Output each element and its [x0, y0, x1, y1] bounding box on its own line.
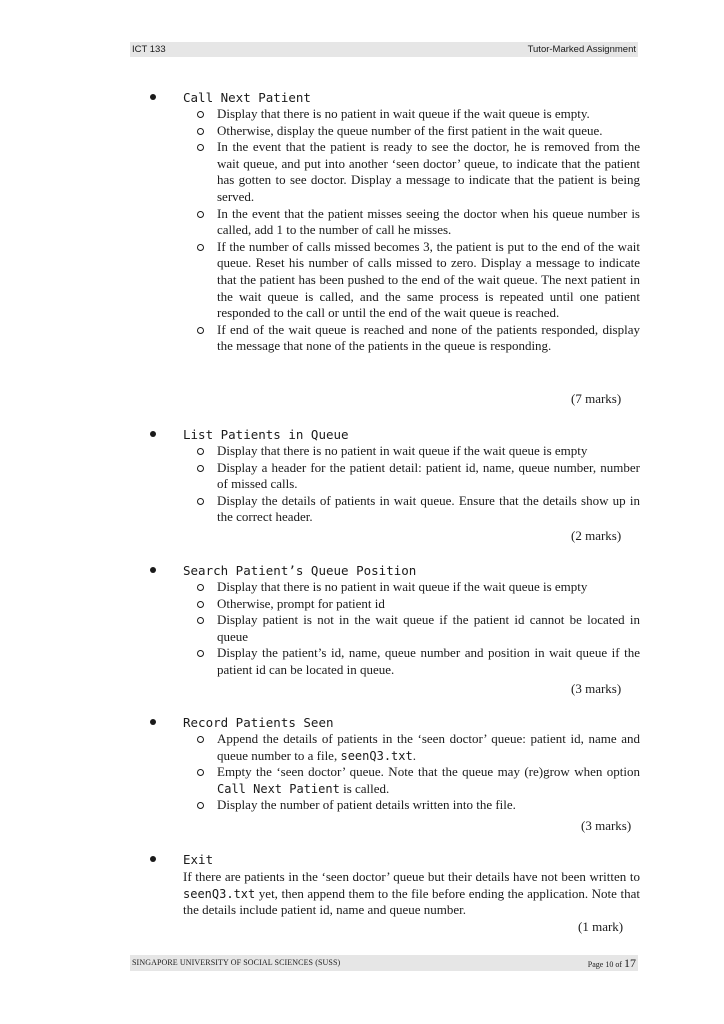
page-header: [130, 42, 638, 57]
section-marks: (3 marks): [571, 681, 622, 696]
bullet-icon: [150, 856, 156, 862]
list-item: In the event that the patient misses seeing the doctor when his queue number is called, add 1 to the number of call he misses.: [196, 206, 640, 239]
section-marks: (7 marks): [571, 391, 622, 406]
document-type: Tutor-Marked Assignment: [527, 44, 636, 55]
section-title: Exit: [183, 852, 214, 867]
list-item: [196, 764, 640, 797]
list-item: In the event that the patient is ready to see the doctor, he is removed from the wait queue, and put into another ‘seen doctor’ queue, to indicate that the patient has gotten to see doctor. Display a message to indicate that the patient is being served.: [196, 139, 640, 205]
list-item: [196, 731, 640, 764]
exit-description: [183, 869, 640, 919]
section-marks: (3 marks): [581, 818, 632, 833]
section-marks: (2 marks): [571, 528, 622, 543]
list-item: Otherwise, prompt for patient id: [196, 596, 640, 613]
list-item: Display that there is no patient in wait queue if the wait queue is empty: [196, 579, 640, 596]
option-name: Call Next Patient: [217, 781, 340, 796]
item-end: is called.: [339, 780, 390, 796]
section-title: Search Patient’s Queue Position: [183, 563, 417, 578]
course-code: ICT 133: [132, 44, 166, 55]
list-item: Display that there is no patient in wait queue if the wait queue is empty: [196, 443, 640, 460]
university-name: SINGAPORE UNIVERSITY OF SOCIAL SCIENCES (SUSS): [132, 958, 341, 967]
item-text: Append the details of patients in the ‘seen doctor’ queue: patient id, name and queue number to a file,: [217, 731, 640, 763]
list-item: Otherwise, display the queue number of the first patient in the wait queue.: [196, 123, 640, 140]
list-item: Display that there is no patient in wait queue if the wait queue is empty.: [196, 106, 640, 123]
bullet-icon: [150, 567, 156, 573]
section-marks: (1 mark): [578, 919, 624, 934]
list-item: Display the number of patient details written into the file.: [196, 797, 640, 814]
sub-list: [196, 106, 640, 355]
list-item: Display patient is not in the wait queue if the patient id cannot be located in queue: [196, 612, 640, 645]
page-footer: [130, 955, 638, 971]
bullet-icon: [150, 431, 156, 437]
list-item: Display the details of patients in wait queue. Ensure that the details show up in the correct header.: [196, 493, 640, 526]
section-title: Call Next Patient: [183, 90, 311, 105]
sub-list: [196, 731, 640, 814]
file-name: seenQ3.txt: [183, 886, 256, 901]
text-a: If there are patients in the ‘seen doctor’ queue but their details have not been written to: [183, 869, 640, 884]
list-item: If end of the wait queue is reached and none of the patients responded, display the message that none of the patients in the queue is responding.: [196, 322, 640, 355]
section-title: Record Patients Seen: [183, 715, 334, 730]
text-b: yet, then append them to the file before ending the application. Note that the details include patient id, name and queue number.: [183, 885, 640, 918]
file-name: seenQ3.txt: [340, 748, 413, 763]
bullet-icon: [150, 719, 156, 725]
sub-list: [196, 443, 640, 526]
page-number: [588, 955, 636, 973]
list-item: If the number of calls missed becomes 3, the patient is put to the end of the wait queue. Reset his number of calls missed to zero. Display a message to indicate that the patient has been pushed to the end of the wait queue. The next patient in the wait queue is called, and the same process is repeated until one patient responded to the call or until the end of the wait queue is reached.: [196, 239, 640, 322]
page-total: 17: [624, 956, 636, 970]
list-item: Display the patient’s id, name, queue number and position in wait queue if the patient id can be located in queue.: [196, 645, 640, 678]
item-end: .: [412, 747, 416, 763]
list-item: Display a header for the patient detail: patient id, name, queue number, number of missed calls.: [196, 460, 640, 493]
section-title: List Patients in Queue: [183, 427, 349, 442]
sub-list: [196, 579, 640, 679]
bullet-icon: [150, 94, 156, 100]
item-text: Empty the ‘seen doctor’ queue. Note that the queue may (re)grow when option: [217, 764, 640, 780]
page-prefix: Page 10 of: [587, 960, 624, 969]
